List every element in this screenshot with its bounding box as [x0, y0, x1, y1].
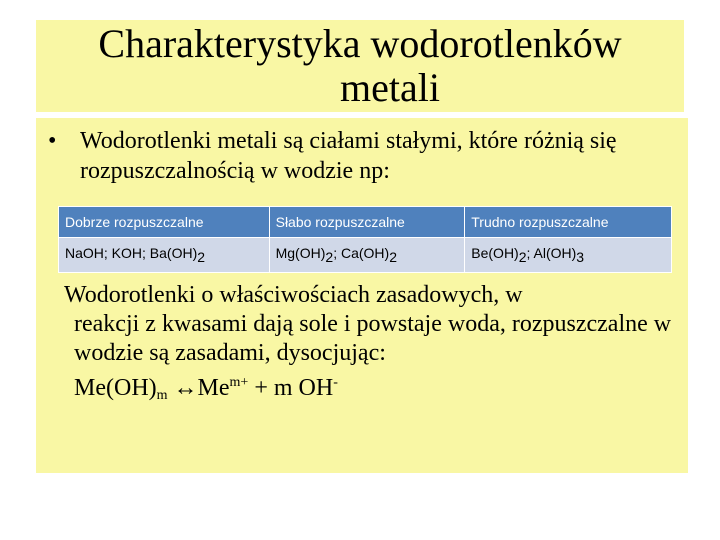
bullet-text: Wodorotlenki metali są ciałami stałymi, które różnią się rozpuszczalnością w wodzie np:: [80, 128, 617, 184]
table-header-row: [59, 207, 672, 238]
title-line-2: metali: [340, 65, 440, 110]
solubility-table: [58, 206, 672, 273]
table-cell: $Mg(OH)_2$; $Ca(OH)_2$: [269, 238, 465, 273]
dissociation-formula: $Me(OH)_m$ $\leftrightarrow Me^{m+} + m$ OH-: [74, 375, 338, 403]
table-header-cell: Dobrze rozpuszczalne: [59, 207, 270, 238]
paragraph-line-1: Wodorotlenki o właściwościach zasadowych, w: [64, 282, 523, 308]
title-line-1: Charakterystyka wodorotlenków: [98, 21, 622, 66]
table-header-cell: Trudno rozpuszczalne: [465, 207, 672, 238]
table-header-cell: Słabo rozpuszczalne: [269, 207, 465, 238]
bullet-icon: •: [48, 128, 57, 154]
table-cell: $Be(OH)_2$; $Al(OH)_3$: [465, 238, 672, 273]
table-cell: NaOH; KOH; $Ba(OH)_2$: [59, 238, 270, 273]
table-row: [59, 238, 672, 273]
slide-title: [36, 20, 684, 112]
paragraph: [64, 281, 684, 410]
paragraph-rest: reakcji z kwasami dają sole i powstaje woda, rozpuszczalne w wodzie są zasadami, dysocjując:: [74, 311, 672, 366]
content-area: [36, 118, 688, 473]
